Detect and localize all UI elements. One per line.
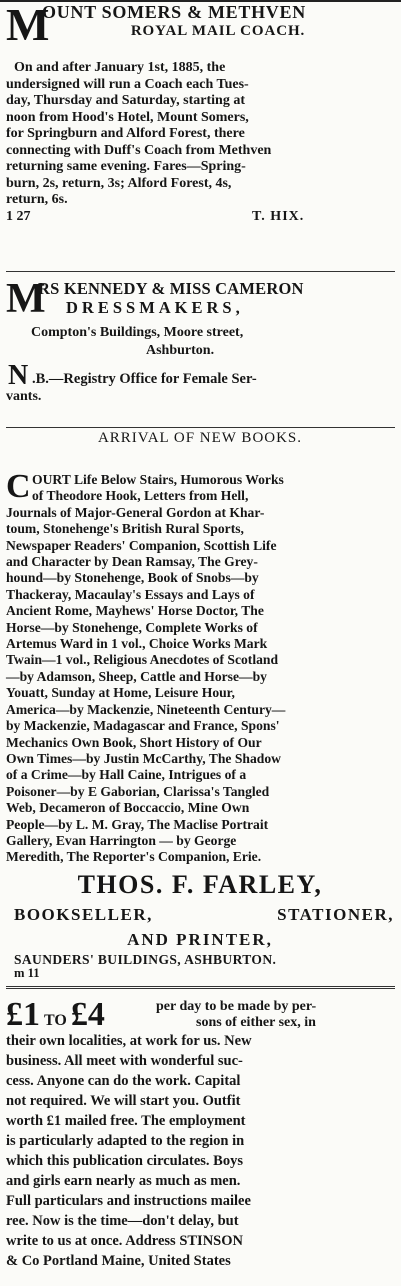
divider xyxy=(6,427,395,428)
text-line: Horse—by Stonehenge, Complete Works of xyxy=(6,619,258,635)
amount-to: £4 xyxy=(70,996,105,1033)
text-line: People—by L. M. Gray, The Maclise Portrait xyxy=(6,816,269,832)
text-line: hound—by Stonehenge, Book of Snobs—by xyxy=(6,570,259,586)
text-line: Own Times—by Justin McCarthy, The Shadow xyxy=(6,750,281,766)
ad-body xyxy=(6,1031,394,1271)
ad-title: RS KENNEDY & MISS CAMERON xyxy=(38,279,304,298)
ad-reference: m 11 xyxy=(14,966,40,980)
ad-subtitle: ROYAL MAIL COACH. xyxy=(130,23,306,39)
text-line: Gallery, Evan Harrington — by George xyxy=(6,832,237,848)
text-line: Twain—1 vol., Religious Anecdotes of Scotland xyxy=(6,652,279,668)
text-line: connecting with Duff's Coach from Methven xyxy=(6,142,272,158)
text-line: ree. Now is the time—don't delay, but xyxy=(6,1213,239,1229)
business-town: Ashburton. xyxy=(146,343,215,358)
text-line: of Theodore Hook, Letters from Hell, xyxy=(32,488,249,504)
headline-text-2: sons of either sex, in xyxy=(196,1015,316,1030)
merchant-address: SAUNDERS' BUILDINGS, ASHBURTON. xyxy=(14,952,277,967)
text-line: day, Thursday and Saturday, starting at xyxy=(6,93,245,108)
drop-cap: M xyxy=(6,0,50,50)
text-line: America—by Mackenzie, Nineteenth Century— xyxy=(6,701,286,717)
text-line: not required. We will start you. Outfit xyxy=(6,1093,241,1109)
dressmakers-advertisement xyxy=(6,276,394,406)
text-line: Youatt, Sunday at Home, Leisure Hour, xyxy=(6,685,235,701)
nb-drop-cap: N xyxy=(8,360,29,391)
ad-body xyxy=(6,60,394,209)
text-line: Artemus Ward in 1 vol., Choice Works Mark xyxy=(6,636,268,652)
employment-advertisement xyxy=(6,994,394,1286)
advertiser-signature: T. HIX. xyxy=(252,209,305,224)
text-line: —by Adamson, Sheep, Cattle and Horse—by xyxy=(6,668,267,684)
text-line: is particularly adapted to the region in xyxy=(6,1133,245,1149)
text-line: by Mackenzie, Madagascar and France, Spons' xyxy=(6,718,280,734)
text-line: Ancient Rome, Mayhews' Horse Doctor, The xyxy=(6,603,264,619)
drop-cap: M xyxy=(6,276,46,322)
merchant-trade-2: STATIONER, xyxy=(277,905,394,924)
text-line: cess. Anyone can do the work. Capital xyxy=(6,1073,241,1089)
nb-notice-continued: vants. xyxy=(6,389,42,404)
text-line: Meredith, The Reporter's Companion, Erie. xyxy=(6,849,262,865)
text-line: for Springburn and Alford Forest, there xyxy=(6,126,245,141)
text-line: burn, 2s, return, 3s; Alford Forest, 4s, xyxy=(6,175,232,191)
earnings-headline xyxy=(6,996,105,1034)
text-line: of a Crime—by Hall Caine, Intrigues of a xyxy=(6,767,247,783)
text-line: OURT Life Below Stairs, Humorous Works xyxy=(32,472,284,487)
text-line: and Character by Dean Ramsay, The Grey- xyxy=(6,554,258,570)
text-line: write to us at once. Address STINSON xyxy=(6,1233,243,1249)
text-line: Journals of Major-General Gordon at Khar- xyxy=(6,504,265,520)
ad-subtitle: DRESSMAKERS, xyxy=(66,298,244,317)
merchant-name: THOS. F. FARLEY, xyxy=(77,870,323,899)
text-line: undersigned will run a Coach each Tues- xyxy=(6,76,249,92)
merchant-trade-3: AND PRINTER, xyxy=(127,930,273,949)
nb-notice: .B.—Registry Office for Female Ser- xyxy=(32,371,257,387)
headline-text: per day to be made by per- xyxy=(156,999,317,1014)
text-line: Thackeray, Macaulay's Essays and Lays of xyxy=(6,586,255,602)
text-line: On and after January 1st, 1885, the xyxy=(14,60,226,75)
text-line: & Co Portland Maine, United States xyxy=(6,1253,231,1269)
text-line: and girls earn nearly as much as men. xyxy=(6,1173,241,1189)
section-heading: ARRIVAL OF NEW BOOKS. xyxy=(97,430,303,446)
text-line: business. All meet with wonderful suc- xyxy=(6,1053,243,1069)
divider xyxy=(6,271,395,272)
text-line: their own localities, at work for us. New xyxy=(6,1033,252,1049)
double-divider xyxy=(6,986,395,989)
text-line: Newspaper Readers' Companion, Scottish Life xyxy=(6,537,277,553)
text-line: return, 6s. xyxy=(6,192,68,207)
books-advertisement xyxy=(6,430,394,978)
book-list xyxy=(6,468,394,866)
business-address: Compton's Buildings, Moore street, xyxy=(31,325,244,340)
text-line: Mechanics Own Book, Short History of Our xyxy=(6,734,262,750)
text-line: worth £1 mailed free. The employment xyxy=(6,1113,246,1129)
text-line: returning same evening. Fares—Spring- xyxy=(6,159,246,174)
text-line: Full particulars and instructions mailee xyxy=(6,1193,251,1209)
text-line: noon from Hood's Hotel, Mount Somers, xyxy=(6,109,249,125)
coach-advertisement xyxy=(6,2,394,274)
amount-from: £1 xyxy=(6,996,40,1033)
ad-title: OUNT SOMERS & METHVEN xyxy=(42,2,306,22)
text-line: toum, Stonehenge's British Rural Sports, xyxy=(6,521,244,537)
text-line: Web, Decameron of Boccaccio, Mine Own xyxy=(6,800,250,816)
text-line: Poisoner—by E Gaborian, Clarissa's Tangled xyxy=(6,783,270,799)
drop-cap: C xyxy=(6,468,31,505)
to-word: TO xyxy=(44,1012,67,1029)
text-line: which this publication circulates. Boys xyxy=(6,1153,243,1169)
ad-reference: 1 27 xyxy=(6,209,31,224)
merchant-trade: BOOKSELLER, xyxy=(14,905,153,924)
